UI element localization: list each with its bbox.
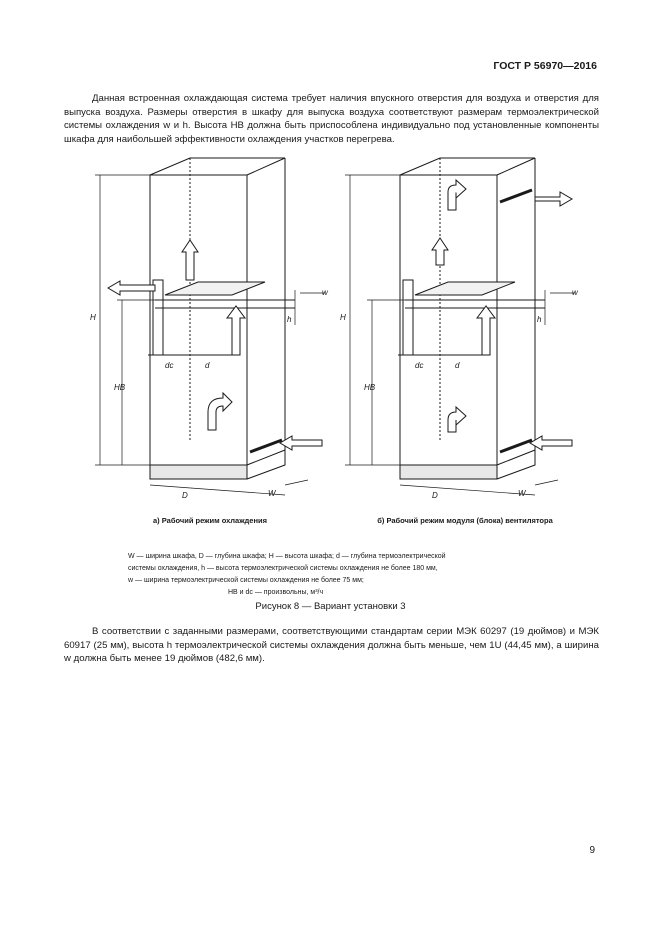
- label-dc-b: dc: [415, 361, 424, 370]
- legend-line: W — ширина шкафа, D — глубина шкафа; H — высота шкафа; d — глубина термоэлектрической: [128, 553, 446, 560]
- label-D-b: D: [432, 491, 438, 500]
- label-h-a: h: [287, 315, 292, 324]
- airflow-arrows-b: [432, 180, 572, 450]
- airflow-arrows-a: [108, 240, 322, 450]
- figure-title: Рисунок 8 — Вариант установки 3: [255, 601, 406, 612]
- label-w-a: w: [322, 288, 328, 297]
- legend-line: HB и dc — произвольны, м³/ч: [228, 589, 324, 596]
- label-d-a: d: [205, 361, 210, 370]
- figure-legend: [100, 551, 560, 599]
- legend-line: w — ширина термоэлектрической системы охлаждения не более 75 мм;: [128, 577, 364, 584]
- cabinet-b: [398, 158, 545, 479]
- label-W-b: W: [518, 489, 526, 498]
- label-W-a: W: [268, 489, 276, 498]
- label-D-a: D: [182, 491, 188, 500]
- cabinet-a: [148, 158, 295, 479]
- legend-line: системы охлаждения, h — высота термоэлектрической системы охлаждения не более 180 мм,: [128, 565, 438, 572]
- label-HB-a: HB: [114, 383, 126, 392]
- label-d-b: d: [455, 361, 460, 370]
- label-HB-b: HB: [364, 383, 376, 392]
- label-H-b: H: [340, 313, 346, 322]
- page-number: 9: [589, 845, 595, 856]
- standards-paragraph: В соответствии с заданными размерами, соответствующими стандартам серии МЭК 60297 (19 дюймов) и МЭК 60917 (25 мм), высота h термоэлектрической системы охлаждения должна быть меньше, чем 1U (44,45 мм), а ширина w должна быть менее 19 дюймов (482,6 мм).: [64, 626, 599, 664]
- intro-paragraph: Данная встроенная охлаждающая система требует наличия впускного отверстия для воздуха и отверстия для выпуска воздуха. Размеры отверстия в шкафу для выпуска воздуха соответствуют размерам термоэлектрической системы охлаждения w и h. Высота HB должна быть приспособлена индивидуально под установленные компоненты шкафа для наибольшей эффективности охлаждения участков перегрева.: [64, 93, 599, 145]
- label-h-b: h: [537, 315, 542, 324]
- document-code: ГОСТ Р 56970—2016: [493, 60, 597, 72]
- figure-caption-a: а) Рабочий режим охлаждения: [153, 516, 267, 525]
- label-dc-a: dc: [165, 361, 174, 370]
- label-H-a: H: [90, 313, 96, 322]
- label-w-b: w: [572, 288, 578, 297]
- installation-figure: [60, 150, 600, 510]
- figure-caption-b: б) Рабочий режим модуля (блока) вентилятора: [377, 516, 553, 525]
